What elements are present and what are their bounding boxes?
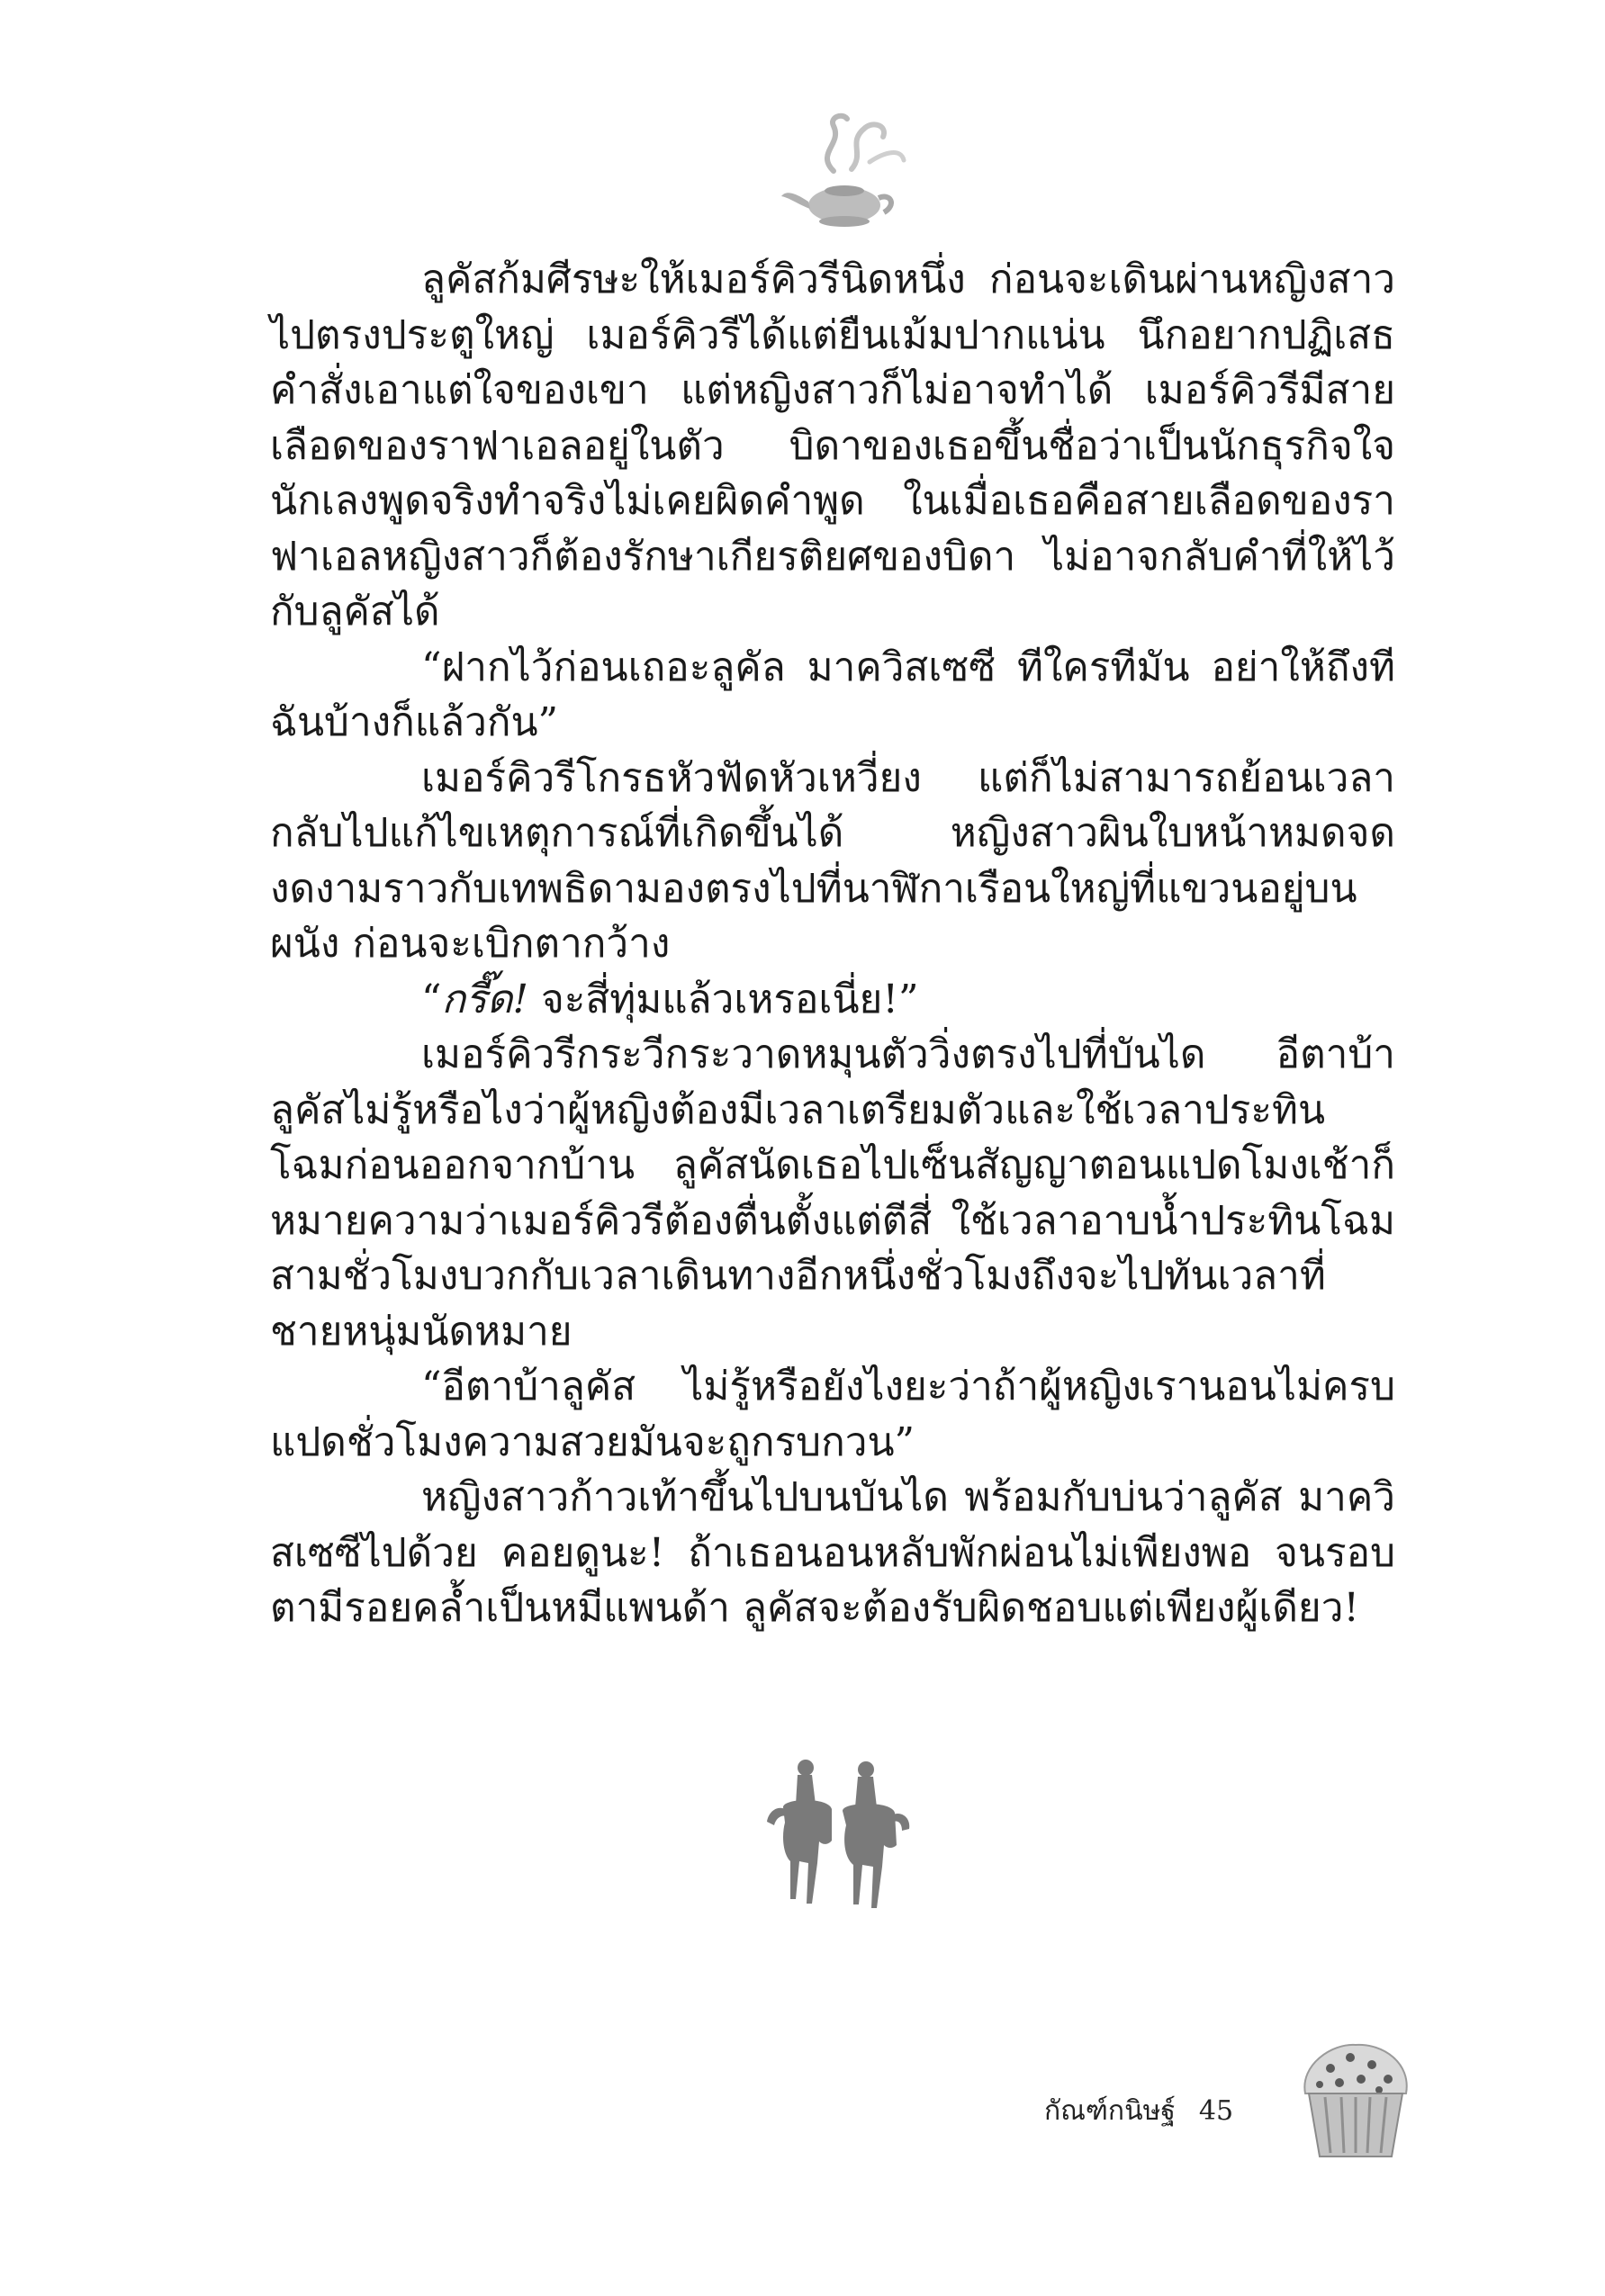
exclamation-line	[270, 972, 1395, 1028]
paragraph: “อีตาบ้าลูคัส ไม่รู้หรือยังไงยะว่าถ้าผู้หญิงเรานอนไม่ครบแปดชั่วโมงความสวยมันจะถูกรบกวน”	[270, 1364, 1395, 1465]
page-number: 45	[1198, 2095, 1234, 2127]
horse-riders-icon	[756, 1755, 918, 1917]
paragraph: เมอร์คิวรีกระวีกระวาดหมุนตัววิ่งตรงไปที่บันได อีตาบ้าลูคัสไม่รู้หรือไงว่าผู้หญิงต้องมีเวลาเตรียมตัวและใช้เวลาประทินโฉมก่อนออกจากบ้าน ลูคัสนัดเธอไปเซ็นสัญญาตอนแปดโมงเช้าก็หมายความว่าเมอร์คิวรีต้องตื่นตั้งแต่ตีสี่ ใช้เวลาอาบน้ำประทินโฉมสามชั่วโมงบวกกับเวลาเดินทางอีกหนึ่งชั่วโมงถึงจะไปทันเวลาที่ชายหนุ่มนัดหมาย	[270, 1031, 1395, 1355]
exclaim-rest: จะสี่ทุ่มแล้วเหรอเนี่ย!”	[528, 976, 919, 1022]
teapot-steam-icon	[780, 108, 915, 234]
quote-open: “	[421, 976, 442, 1022]
page-footer	[1044, 2090, 1233, 2132]
story-body	[270, 252, 1395, 1636]
paragraph: เมอร์คิวรีโกรธหัวฟัดหัวเหวี่ยง แต่ก็ไม่สามารถย้อนเวลากลับไปแก้ไขเหตุการณ์ที่เกิดขึ้นได้ หญิงสาวผินใบหน้าหมดจดงดงามราวกับเทพธิดามองตรงไปที่นาฬิกาเรือนใหญ่ที่แขวนอยู่บนผนัง ก่อนจะเบิกตากว้าง	[270, 754, 1395, 967]
muffin-icon	[1296, 2038, 1415, 2164]
italic-exclaim: กรี๊ด!	[441, 976, 529, 1022]
paragraph: ลูคัสก้มศีรษะให้เมอร์คิวรีนิดหนึ่ง ก่อนจะเดินผ่านหญิงสาวไปตรงประตูใหญ่ เมอร์คิวรีได้แต่ยืนเม้มปากแน่น นึกอยากปฏิเสธคำสั่งเอาแต่ใจของเขา แต่หญิงสาวก็ไม่อาจทำได้ เมอร์คิวรีมีสายเลือดของราฟาเอลอยู่ในตัว บิดาของเธอขึ้นชื่อว่าเป็นนักธุรกิจใจนักเลงพูดจริงทำจริงไม่เคยผิดคำพูด ในเมื่อเธอคือสายเลือดของราฟาเอลหญิงสาวก็ต้องรักษาเกียรติยศของบิดา ไม่อาจกลับคำที่ให้ไว้กับลูคัสได้	[270, 257, 1395, 635]
author-name: กัณฑ์กนิษฐ์	[1044, 2095, 1176, 2127]
paragraph: หญิงสาวก้าวเท้าขึ้นไปบนบันได พร้อมกับบ่นว่าลูคัส มาควิสเซซีไปด้วย คอยดูนะ! ถ้าเธอนอนหลับพักผ่อนไม่เพียงพอ จนรอบตามีรอยคล้ำเป็นหมีแพนด้า ลูคัสจะต้องรับผิดชอบแต่เพียงผู้เดียว!	[270, 1474, 1395, 1631]
paragraph: “ฝากไว้ก่อนเถอะลูคัล มาควิสเซซี ทีใครทีมัน อย่าให้ถึงทีฉันบ้างก็แล้วกัน”	[270, 644, 1395, 745]
